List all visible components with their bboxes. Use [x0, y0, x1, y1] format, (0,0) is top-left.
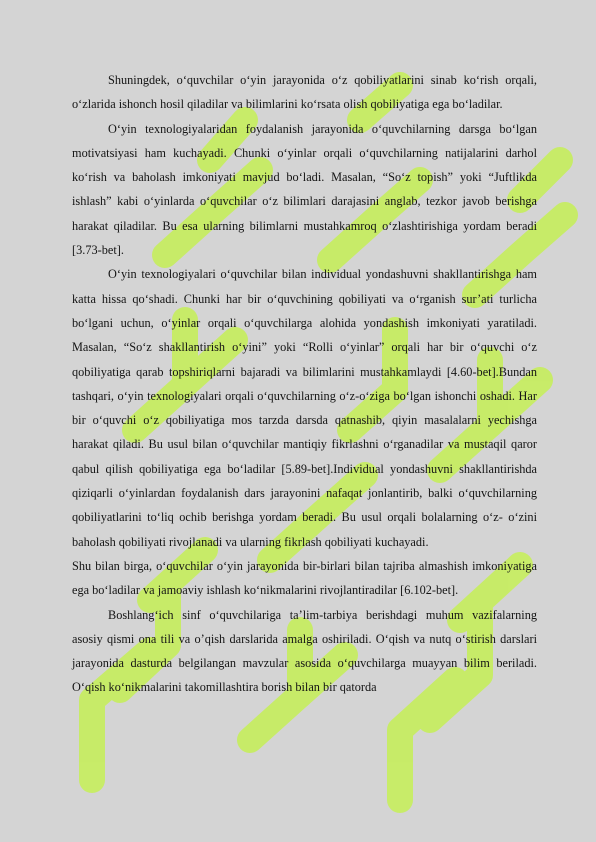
paragraph-3: O‘yin texnologiyalari o‘quvchilar bilan individual yondashuvni shakllantirishga ham katta hissa qo‘shadi. Chunki har bir o‘quvchining qobiliyati va o‘rganish sur’ati turlicha bo‘lgani uchun, o‘yinlar orqali o‘quvchilarga alohida yondashish imkoniyati yaratiladi. Masalan, “So‘z shakllantirish o‘yini” yoki “Rolli o‘yinlar” orqali har bir o‘quvchi o‘z qobiliyatiga qarab topshiriqlarni bajaradi va bilimlarini mustahkamlaydi [4.60-bet].Bundan tashqari, o‘yin texnologiyalari orqali o‘quvchilarning o‘z-o‘ziga bo‘lgan ishonchi oshadi. Har bir o‘quvchi o‘z qobiliyatiga mos tarzda darsda qatnashib, qiyin masalalarni yechishga harakat qiladi. Bu usul bilan o‘quvchilar mantiqiy fikrlashni o‘rganadilar va mustaqil qaror qabul qilish qobiliyatiga ega bo‘ladilar [5.89-bet].Individual yondashuvni shakllantirishda qiziqarli o‘yinlardan foydalanish dars jarayonini nafaqat jonlantirib, balki o‘quvchilarning qobiliyatlarini to‘liq ochib berishga yordam beradi. Bu usul orqali bolalarning o‘z- o‘zini baholash qobiliyati rivojlanadi va ularning fikrlash qobiliyati kuchayadi.	[72, 267, 537, 549]
body-text	[72, 68, 537, 700]
paragraph-4: Shu bilan birga, o‘quvchilar o‘yin jarayonida bir-birlari bilan tajriba almashish imkoniyatiga ega bo‘ladilar va jamoaviy ishlash ko‘nikmalarini rivojlantiradilar [6.102-bet].	[72, 558, 537, 598]
paragraph-1: Shuningdek, o‘quvchilar o‘yin jarayonida o‘z qobiliyatlarini sinab ko‘rish orqali, o‘zlarida ishonch hosil qiladilar va bilimlarini ko‘rsata olish qobiliyatiga ega bo‘ladilar.	[72, 73, 537, 112]
paragraph-2: O‘yin texnologiyalaridan foydalanish jarayonida o‘quvchilarning darsga bo‘lgan motivatsiyasi ham kuchayadi. Chunki o‘yinlar orqali o‘quvchilarning natijalarini darhol ko‘rish va baholash imkoniyati mavjud bo‘ladi. Masalan, “So‘z topish” yoki “Juftlikda ishlash” kabi o‘yinlarda o‘quvchilar o‘z bilimlari darajasini anglab, tezkor javob berishga harakat qiladilar. Bu esa ularning bilimlarni mustahkamroq o‘zlashtirishiga yordam beradi [3.73-bet].	[72, 121, 537, 258]
paragraph-5: Boshlang‘ich sinf o‘quvchilariga ta’lim-tarbiya berishdagi muhum vazifalarning asosiy qismi ona tili va o’qish darslarida amalga oshiriladi. O‘qish va nutq o‘stirish darslari jarayonida dasturda belgilangan mavzular asosida o‘quvchilarga muayyan bilim beriladi. O‘qish ko‘nikmalarini takomillashtira borish bilan bir qatorda	[72, 607, 537, 695]
